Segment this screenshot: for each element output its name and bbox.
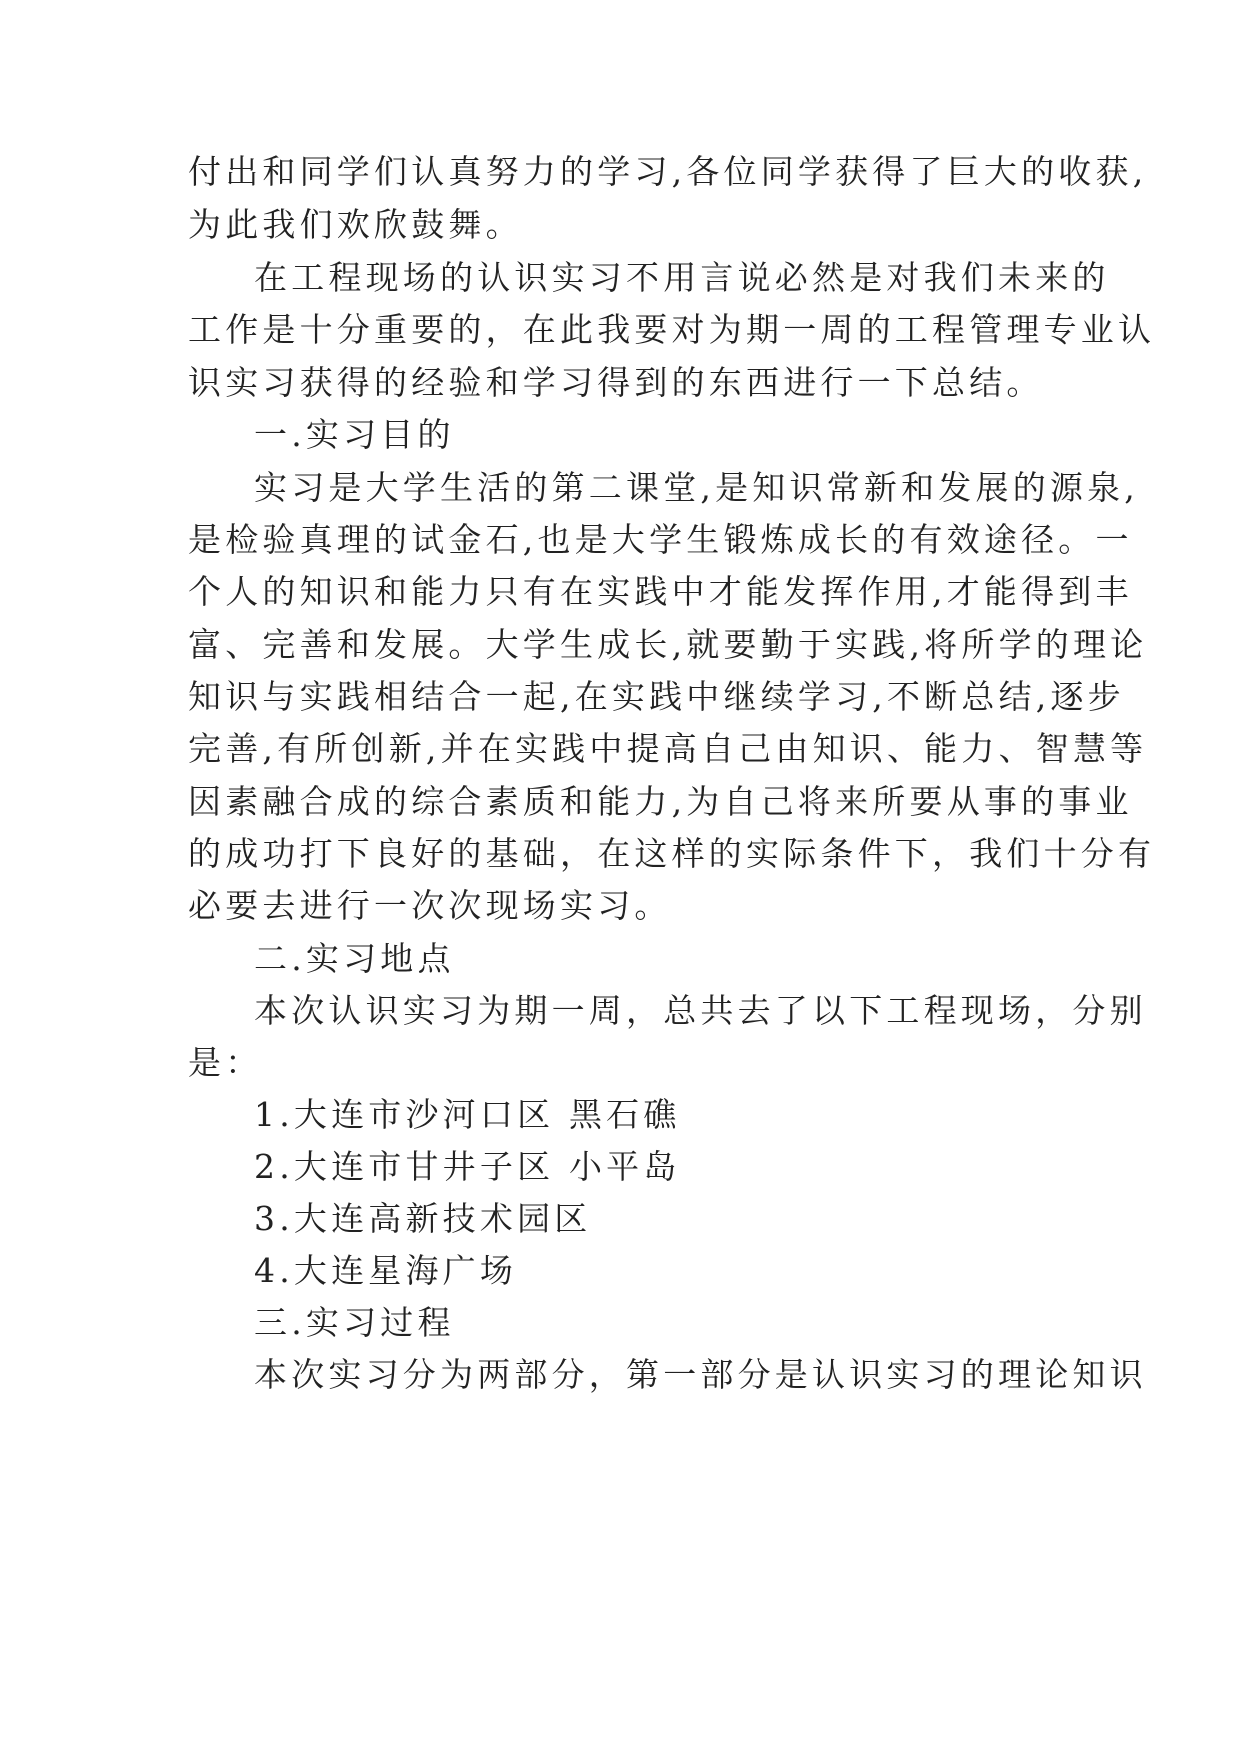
paragraph-line: 是检验真理的试金石,也是大学生锻炼成长的有效途径。一 [188,520,1133,559]
paragraph-line: 是： [188,1043,263,1082]
paragraph-line: 富、完善和发展。大学生成长,就要勤于实践,将所学的理论 [188,625,1148,664]
paragraph-line: 为此我们欢欣鼓舞。 [188,205,523,244]
list-item: 3.大连高新技术园区 [254,1199,592,1238]
paragraph-line: 付出和同学们认真努力的学习,各位同学获得了巨大的收获, [188,152,1148,191]
paragraph-line: 识实习获得的经验和学习得到的东西进行一下总结。 [188,363,1044,402]
section-heading: 二.实习地点 [254,939,455,978]
paragraph-line: 个人的知识和能力只有在实践中才能发挥作用,才能得到丰 [188,572,1133,611]
paragraph-line: 知识与实践相结合一起,在实践中继续学习,不断总结,逐步 [188,677,1125,716]
paragraph-line: 在工程现场的认识实习不用言说必然是对我们未来的 [254,258,1110,297]
paragraph-line: 完善,有所创新,并在实践中提高自己由知识、能力、智慧等 [188,729,1148,768]
paragraph-line: 本次实习分为两部分，第一部分是认识实习的理论知识 [254,1355,1147,1394]
list-item: 1.大连市沙河口区 黑石礁 [254,1095,681,1134]
paragraph-line: 本次认识实习为期一周，总共去了以下工程现场，分别 [254,991,1147,1030]
section-heading: 三.实习过程 [254,1303,455,1342]
section-heading: 一.实习目的 [254,415,455,454]
paragraph-line: 因素融合成的综合素质和能力,为自己将来所要从事的事业 [188,782,1133,821]
paragraph-line: 的成功打下良好的基础，在这样的实际条件下，我们十分有 [188,834,1156,873]
paragraph-line: 必要去进行一次次现场实习。 [188,886,672,925]
paragraph-line: 实习是大学生活的第二课堂,是知识常新和发展的源泉, [254,468,1139,507]
list-item: 4.大连星海广场 [254,1251,518,1290]
paragraph-line: 工作是十分重要的，在此我要对为期一周的工程管理专业认 [188,310,1156,349]
list-item: 2.大连市甘井子区 小平岛 [254,1147,681,1186]
